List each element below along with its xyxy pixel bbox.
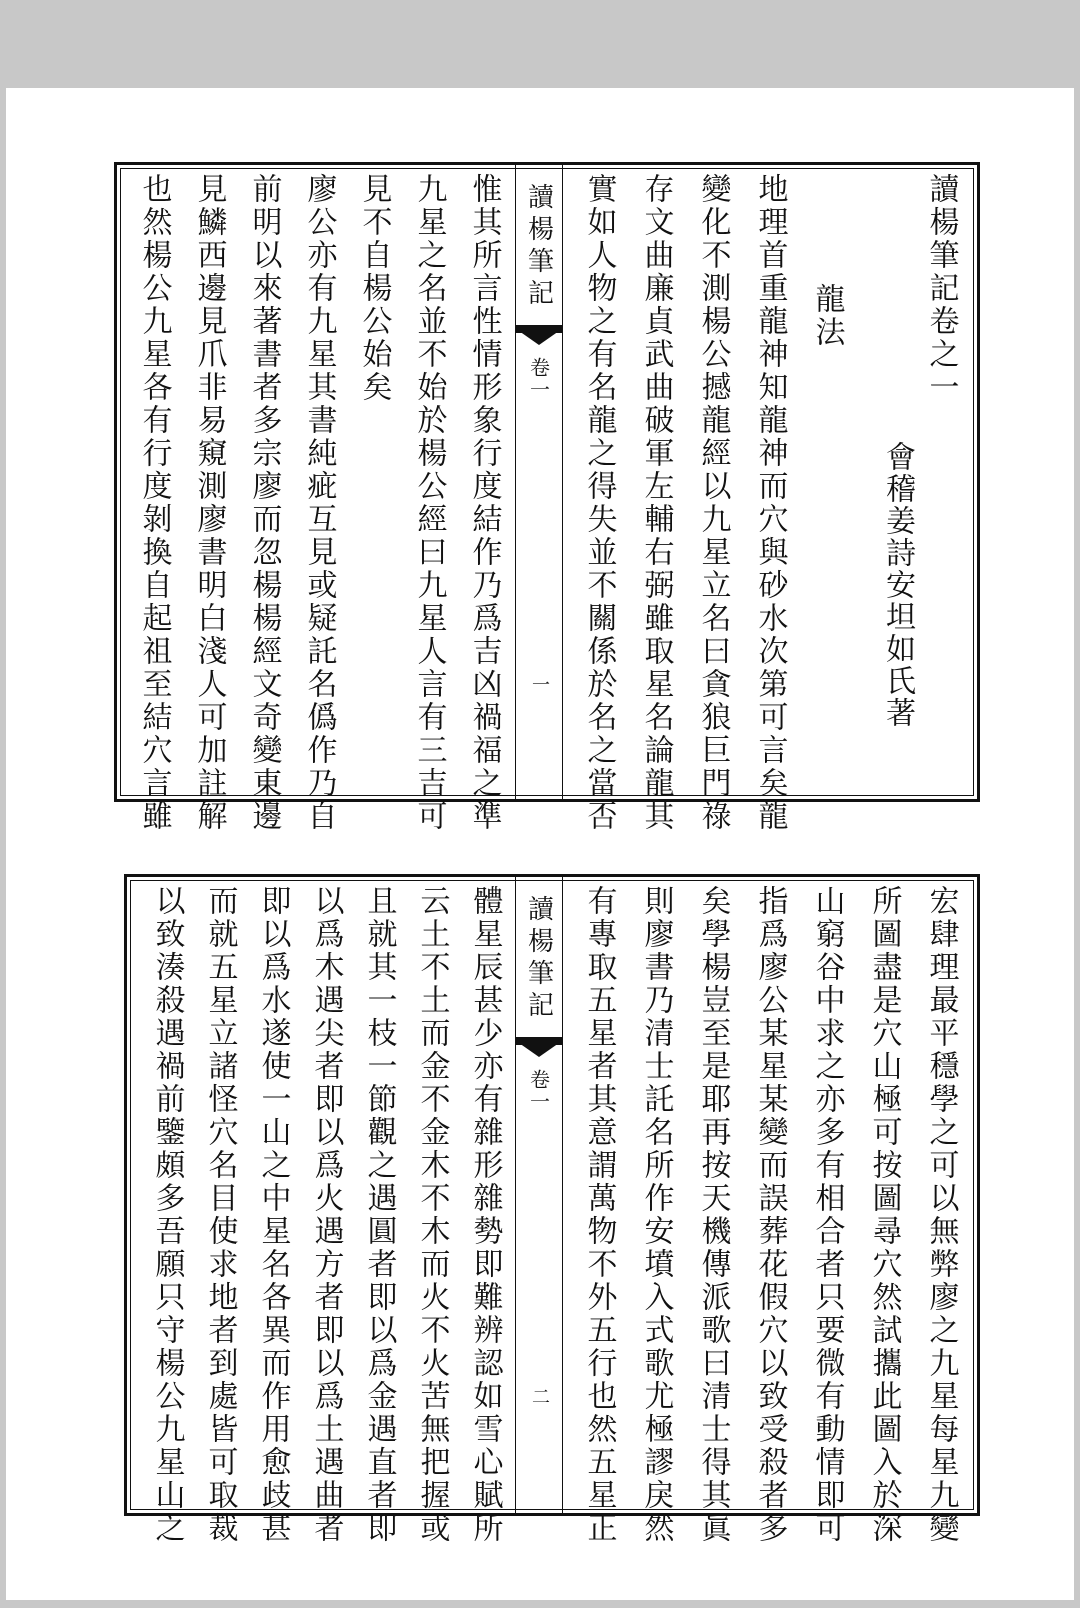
text-column: 地理首重龍神知龍神而穴與砂水次第可言矣龍 xyxy=(752,173,788,833)
text-column: 見不自楊公始矣 xyxy=(356,173,392,404)
page-gutter xyxy=(515,165,563,799)
gutter-page-number: 二 xyxy=(529,1387,550,1405)
fish-tail-mark-icon xyxy=(516,1037,562,1059)
text-column: 存文曲廉貞武曲破軍左輔右弼雖取星名論龍其 xyxy=(638,173,674,833)
gutter-volume: 卷一 xyxy=(526,1069,551,1113)
text-column: 惟其所言性情形象行度結作乃爲吉凶禍福之準 xyxy=(466,173,502,833)
text-column: 九星之名並不始於楊公經曰九星人言有三吉可 xyxy=(411,173,447,833)
text-column: 見鱗西邊見爪非易窺測廖書明白淺人可加註解 xyxy=(191,173,227,833)
text-column-section-heading: 龍法 xyxy=(809,283,845,349)
right-half-columns xyxy=(569,173,969,833)
left-half-columns xyxy=(125,173,511,833)
text-column: 矣學楊豈至是耶再按天機傳派歌曰清士得其眞 xyxy=(695,885,731,1545)
text-column: 變化不測楊公撼龍經以九星立名曰貪狼巨門祿 xyxy=(695,173,731,833)
fish-tail-mark-icon xyxy=(516,325,562,347)
text-column: 實如人物之有名龍之得失並不關係於名之當否 xyxy=(581,173,617,833)
text-column: 山窮谷中求之亦多有相合者只要微有動情即可 xyxy=(809,885,845,1545)
book-page-bottom xyxy=(124,874,980,1545)
right-half-columns xyxy=(569,885,969,1545)
text-column: 宏肆理最平穩學之可以無弊廖之九星每星九變 xyxy=(923,885,959,1545)
text-column: 則廖書乃清士託名所作安墳入式歌尤極謬戾然 xyxy=(638,885,674,1545)
text-column: 指爲廖公某星某變而誤葬花假穴以致受殺者多 xyxy=(752,885,788,1545)
text-column: 也然楊公九星各有行度剝換自起祖至結穴言雖 xyxy=(136,173,172,833)
text-column-author: 會稽姜詩安坦如氏著 xyxy=(880,441,915,729)
left-half-columns xyxy=(135,885,511,1545)
scanned-sheet xyxy=(6,88,1074,1600)
text-column-volume-title: 讀楊筆記卷之一 xyxy=(923,173,959,404)
text-column: 以爲木遇尖者即以爲火遇方者即以爲土遇曲者 xyxy=(308,885,344,1545)
text-column: 即以爲水遂使一山之中星名各異而作用愈歧甚 xyxy=(255,885,291,1545)
text-column: 而就五星立諸怪穴名目使求地者到處皆可取裁 xyxy=(202,885,238,1545)
book-page-top xyxy=(114,162,980,833)
gutter-book-title: 讀楊筆記 xyxy=(523,895,554,1023)
text-column: 前明以來著書者多宗廖而忽楊楊經文奇變東邊 xyxy=(246,173,282,833)
text-column: 云土不土而金不金木不木而火不火苦無把握或 xyxy=(414,885,450,1545)
text-column: 且就其一枝一節觀之遇圓者即以爲金遇直者即 xyxy=(361,885,397,1545)
gutter-page-number: 一 xyxy=(529,675,550,693)
text-column: 有專取五星者其意謂萬物不外五行也然五星正 xyxy=(581,885,617,1545)
text-column: 廖公亦有九星其書純疵互見或疑託名僞作乃自 xyxy=(301,173,337,833)
gutter-volume: 卷一 xyxy=(526,357,551,401)
gutter-book-title: 讀楊筆記 xyxy=(523,183,554,311)
text-column: 所圖盡是穴山極可按圖尋穴然試攜此圖入於深 xyxy=(866,885,902,1545)
page-gutter xyxy=(515,877,563,1513)
text-column: 以致湊殺遇禍前鑒頗多吾願只守楊公九星山之 xyxy=(149,885,185,1545)
text-column: 體星辰甚少亦有雜形雜勢即難辨認如雪心賦所 xyxy=(467,885,503,1545)
